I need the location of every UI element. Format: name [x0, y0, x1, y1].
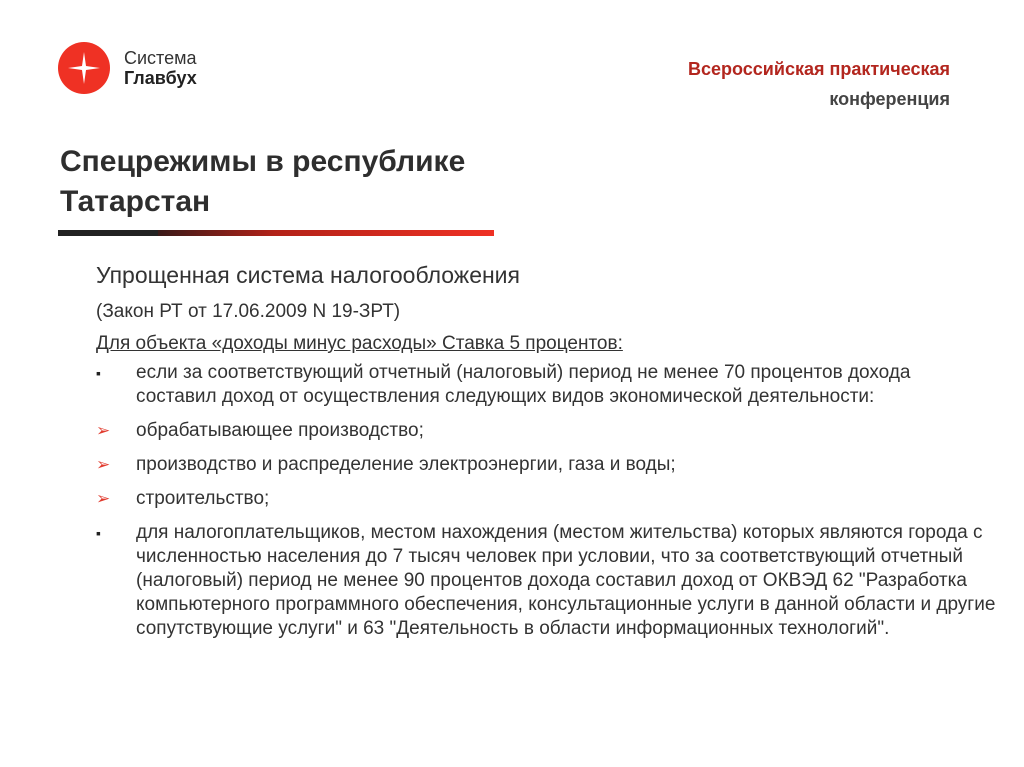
law-reference: (Закон РТ от 17.06.2009 N 19-ЗРТ): [96, 301, 401, 322]
title-divider: [58, 230, 494, 236]
list-item: [96, 453, 996, 477]
logo: [58, 42, 238, 102]
logo-star-icon: [58, 42, 110, 94]
list-item: [96, 361, 996, 409]
conference-line1: Всероссийская практическая: [688, 59, 950, 79]
list-item: [96, 487, 996, 511]
logo-line1: Система: [124, 48, 197, 68]
list-item-text: обрабатывающее производство;: [136, 420, 424, 441]
arrow-bullet-icon: ➢: [96, 489, 111, 508]
list-item-text: если за соответствующий отчетный (налоговый) период не менее 70 процентов дохода составил доход от осуществления следующих видов экономической деятельности:: [136, 362, 911, 407]
conference-label: [688, 54, 950, 114]
page-title: [60, 142, 465, 222]
logo-text: [124, 48, 197, 88]
list-item: [96, 419, 996, 443]
content-body: [96, 262, 996, 651]
title-line1: Спецрежимы в республике: [60, 145, 466, 178]
arrow-bullet-icon: ➢: [96, 455, 111, 474]
list-item-text: производство и распределение электроэнергии, газа и воды;: [136, 454, 676, 475]
logo-line2: Главбух: [124, 68, 197, 88]
list-item-text: строительство;: [136, 488, 270, 509]
section-subtitle: Упрощенная система налогообложения: [96, 262, 520, 288]
list-item-text: для налогоплательщиков, местом нахождения (местом жительства) которых являются города с численностью населения до 7 тысяч человек при условии, что за соответствующий отчетный (налоговый) период не менее 90 процентов дохода составил доход от ОКВЭД 62 "Разработка компьютерного программного обеспечения, консультационные услуги в данной области и другие сопутствующие услуги" и 63 "Деятельность в области информационных технологий".: [136, 522, 996, 639]
object-rate-line: Для объекта «доходы минус расходы» Ставка 5 процентов:: [96, 333, 623, 354]
conference-line2: конференция: [829, 89, 950, 109]
square-bullet-icon: ▪: [96, 525, 101, 541]
title-line2: Татарстан: [60, 185, 211, 218]
arrow-bullet-icon: ➢: [96, 421, 111, 440]
items-list: [96, 361, 996, 641]
square-bullet-icon: ▪: [96, 365, 101, 381]
list-item: [96, 521, 996, 641]
